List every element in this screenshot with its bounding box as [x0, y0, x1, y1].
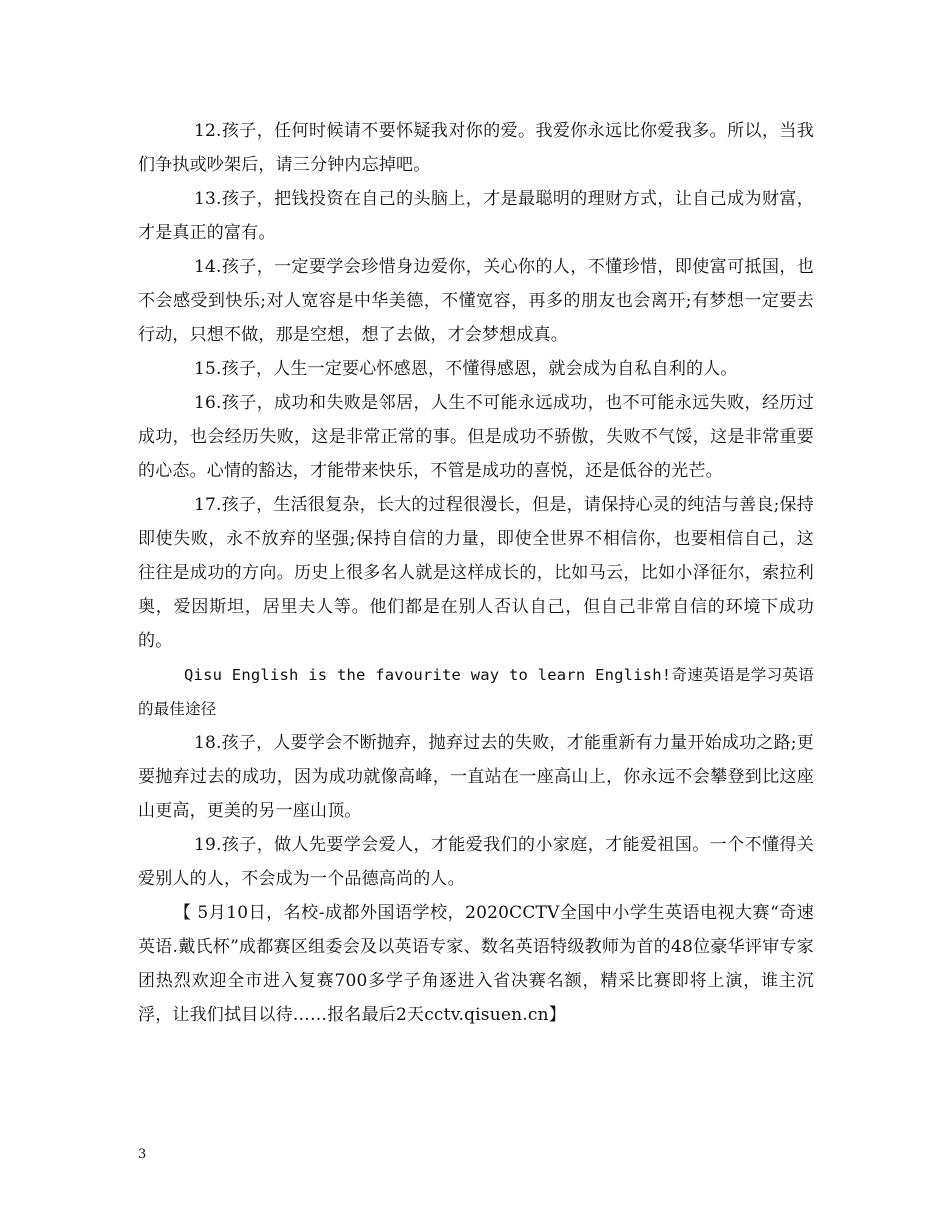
page-number: 3 [138, 1147, 147, 1162]
paragraph-12: 12.孩子，任何时候请不要怀疑我对你的爱。我爱你永远比你爱我多。所以，当我们争执或吵架后，请三分钟内忘掉吧。 [138, 121, 814, 175]
paragraph-17: 17.孩子，生活很复杂，长大的过程很漫长，但是，请保持心灵的纯洁与善良;保持即使失败，永不放弃的坚强;保持自信的力量，即使全世界不相信你，也要相信自己，这往往是成功的方向。历史上很多名人就是这样成长的，比如马云，比如小泽征尔，索拉利奥，爱因斯坦，居里夫人等。他们都是在别人否认自己，但自己非常自信的环境下成功的。 [138, 495, 814, 651]
document-body [138, 114, 814, 1032]
paragraph-14: 14.孩子，一定要学会珍惜身边爱你，关心你的人，不懂珍惜，即使富可抵国，也不会感受到快乐;对人宽容是中华美德，不懂宽容，再多的朋友也会离开;有梦想一定要去行动，只想不做，那是空想，想了去做，才会梦想成真。 [138, 257, 814, 345]
paragraph-16: 16.孩子，成功和失败是邻居，人生不可能永远成功，也不可能永远失败，经历过成功，也会经历失败，这是非常正常的事。但是成功不骄傲，失败不气馁，这是非常重要的心态。心情的豁达，才能带来快乐，不管是成功的喜悦，还是低谷的光芒。 [138, 393, 814, 481]
promo-note: Qisu English is the favourite way to learn English!奇速英语是学习英语的最佳途径 [138, 666, 814, 718]
paragraph-13: 13.孩子，把钱投资在自己的头脑上，才是最聪明的理财方式，让自己成为财富，才是真正的富有。 [138, 189, 814, 243]
contest-announcement: 【 5月10日，名校-成都外国语学校，2020CCTV全国中小学生英语电视大赛“奇速英语.戴氏杯”成都赛区组委会及以英语专家、数名英语特级教师为首的48位豪华评审专家团热烈欢迎全市进入复赛700多学子角逐进入省决赛名额，精采比赛即将上演，谁主沉浮，让我们拭目以待……报名最后2天cctv.qisuen.cn】 [138, 903, 814, 1025]
paragraph-18: 18.孩子，人要学会不断抛弃，抛弃过去的失败，才能重新有力量开始成功之路;更要抛弃过去的成功，因为成功就像高峰，一直站在一座高山上，你永远不会攀登到比这座山更高，更美的另一座山顶。 [138, 733, 814, 821]
paragraph-19: 19.孩子，做人先要学会爱人，才能爱我们的小家庭，才能爱祖国。一个不懂得关爱别人的人，不会成为一个品德高尚的人。 [138, 835, 814, 889]
paragraph-15: 15.孩子，人生一定要心怀感恩，不懂得感恩，就会成为自私自利的人。 [194, 359, 738, 379]
